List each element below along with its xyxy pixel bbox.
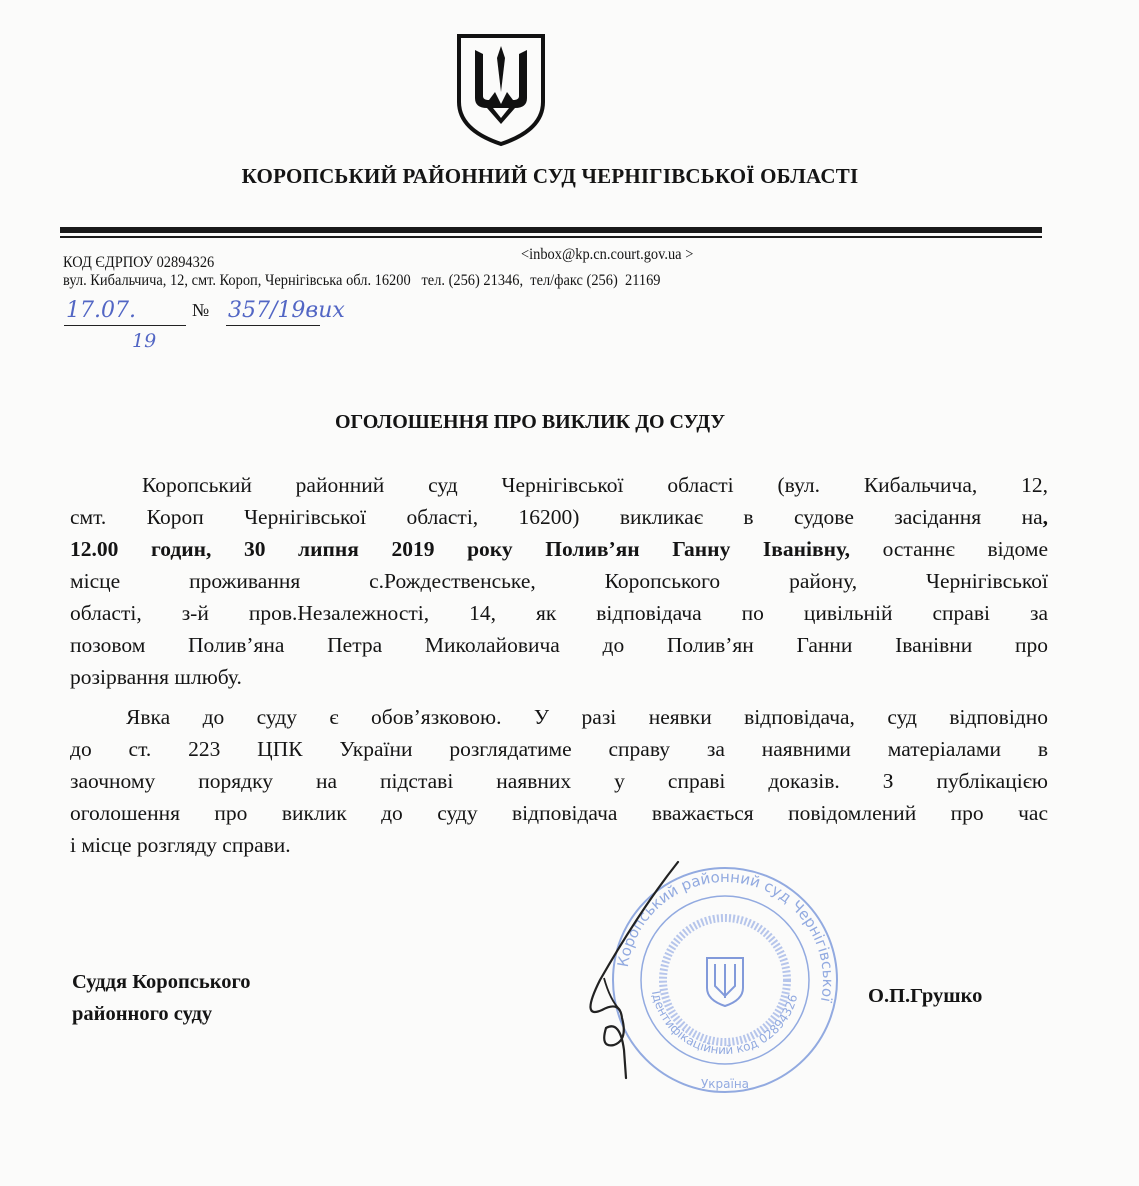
paragraph-1-line-7: розірвання шлюбу.	[70, 665, 242, 689]
coat-of-arms-trident-icon	[455, 32, 547, 147]
stamp-bottom-text: Україна	[700, 1077, 750, 1091]
court-name-title: КОРОПСЬКИЙ РАЙОННИЙ СУД ЧЕРНІГІВСЬКОЇ ОБЛАСТІ	[241, 164, 859, 188]
judge-name: О.П.Грушко	[868, 985, 983, 1007]
court-email: <inbox@kp.cn.court.gov.ua >	[521, 246, 694, 263]
judge-position	[72, 966, 251, 1030]
judge-position-line-1: Суддя Коропського	[72, 971, 251, 993]
header-divider-thick	[60, 227, 1042, 233]
paragraph-1-line-5: області, з-й пров.Незалежності, 14, як відповідача по цивільній справі за	[70, 601, 1048, 625]
judge-position-line-2: районного суду	[72, 1003, 213, 1025]
handwritten-date: 17.07.	[66, 298, 136, 323]
handwritten-outgoing-number: 357/19вих	[228, 298, 345, 323]
paragraph-1-line-1: Коропський районний суд Чернігівської області (вул. Кибальчича, 12,	[142, 473, 1048, 497]
paragraph-2-line-2: до ст. 223 ЦПК України розглядатиме справу за наявними матеріалами в	[70, 737, 1048, 761]
stamp-outer-text: Коропський районний суд Чернігівської	[613, 867, 838, 1004]
paragraph-2-line-3: заочному порядку на підставі наявних у справі доказів. З публікацією	[70, 769, 1048, 793]
document-heading: ОГОЛОШЕННЯ ПРО ВИКЛИК ДО СУДУ	[334, 411, 726, 433]
stamp-inner-text: Ідентифікаційний код 02894326	[648, 989, 801, 1058]
paragraph-1-line-6: позовом Полив’яна Петра Миколайовича до Полив’ян Ганни Іванівни про	[70, 633, 1048, 657]
number-sign: №	[192, 300, 210, 320]
number-underline	[226, 325, 320, 326]
court-address: вул. Кибальчича, 12, смт. Короп, Чернігівська обл. 16200 тел. (256) 21346, тел/факс (256) 21169	[63, 272, 661, 289]
paragraph-1-line-3	[70, 536, 1048, 562]
bold-segment: ,	[1042, 505, 1048, 529]
paragraph-2-line-1: Явка до суду є обов’язковою. У разі неявки відповідача, суд відповідно	[126, 705, 1048, 729]
paragraph-2-line-4: оголошення про виклик до суду відповідача вважається повідомлений про час	[70, 801, 1048, 825]
header-divider-thin	[60, 236, 1042, 238]
text-segment: смт. Короп Чернігівської області, 16200) викликає в судове засідання на	[70, 505, 1043, 529]
edrpou-code: КОД ЄДРПОУ 02894326	[63, 254, 215, 271]
judge-signature	[560, 850, 700, 1080]
text-segment: останнє відоме	[849, 537, 1048, 561]
date-underline	[64, 325, 186, 326]
paragraph-2-line-5: і місце розгляду справи.	[70, 833, 291, 857]
paragraph-1-line-4: місце проживання с.Рождественське, Коропського району, Чернігівської	[70, 569, 1048, 593]
paragraph-1-line-2	[70, 504, 1048, 530]
hearing-date-and-defendant: 12.00 годин, 30 липня 2019 року Полив’ян Ганну Іванівну,	[70, 537, 850, 561]
handwritten-year: 19	[132, 330, 157, 352]
